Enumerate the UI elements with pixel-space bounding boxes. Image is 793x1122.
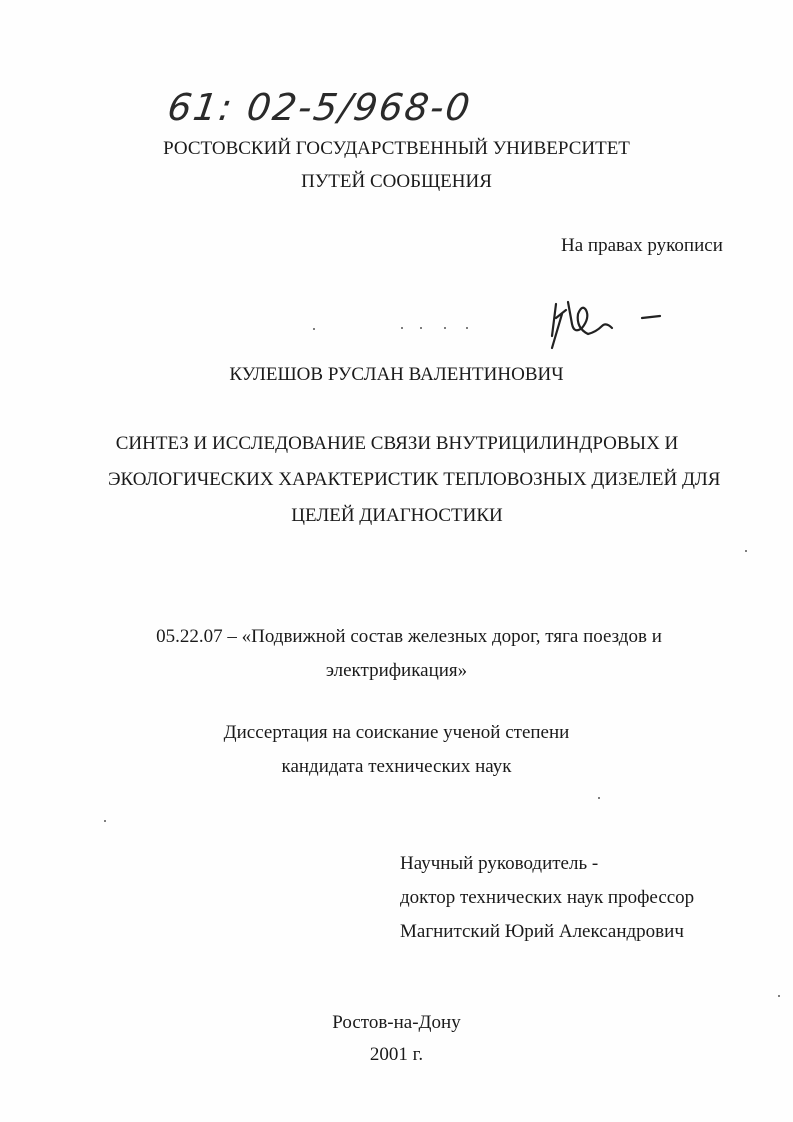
degree-block <box>0 716 793 784</box>
scan-speck <box>401 327 403 329</box>
city: Ростов-на-Дону <box>332 1012 461 1033</box>
scan-speck <box>778 995 780 997</box>
supervisor-block <box>400 847 694 949</box>
scan-speck <box>598 797 600 799</box>
university-name-line1: РОСТОВСКИЙ ГОСУДАРСТВЕННЫЙ УНИВЕРСИТЕТ <box>163 138 630 159</box>
degree-line2: кандидата технических наук <box>281 756 512 777</box>
dissertation-title <box>108 426 721 534</box>
archive-number: 61: 02-5/968-0 <box>164 86 475 129</box>
scan-speck <box>104 820 106 822</box>
title-line: СИНТЕЗ И ИССЛЕДОВАНИЕ СВЯЗИ ВНУТРИЦИЛИНДРОВЫХ И <box>115 433 679 454</box>
scan-speck <box>745 550 747 552</box>
degree-line1: Диссертация на соискание ученой степени <box>223 722 570 743</box>
specialty-line2: электрификация» <box>325 660 468 681</box>
year: 2001 г. <box>369 1044 424 1065</box>
specialty-line1: 05.22.07 – «Подвижной состав железных дорог, тяга поездов и <box>156 626 662 647</box>
title-line: ЦЕЛЕЙ ДИАГНОСТИКИ <box>291 505 503 526</box>
scan-speck <box>313 328 315 330</box>
scan-speck <box>466 327 468 329</box>
scan-speck <box>420 327 422 329</box>
specialty-block <box>0 620 793 688</box>
university-name-line2: ПУТЕЙ СООБЩЕНИЯ <box>301 171 492 192</box>
supervisor-name: Магнитский Юрий Александрович <box>400 921 684 942</box>
rights-note: На правах рукописи <box>561 235 723 256</box>
scan-speck <box>444 327 446 329</box>
supervisor-title: доктор технических наук профессор <box>400 887 695 908</box>
author-signature <box>542 288 672 358</box>
supervisor-role: Научный руководитель - <box>400 853 599 874</box>
title-line: ЭКОЛОГИЧЕСКИХ ХАРАКТЕРИСТИК ТЕПЛОВОЗНЫХ ДИЗЕЛЕЙ ДЛЯ <box>108 469 721 490</box>
author-name: КУЛЕШОВ РУСЛАН ВАЛЕНТИНОВИЧ <box>229 364 564 385</box>
